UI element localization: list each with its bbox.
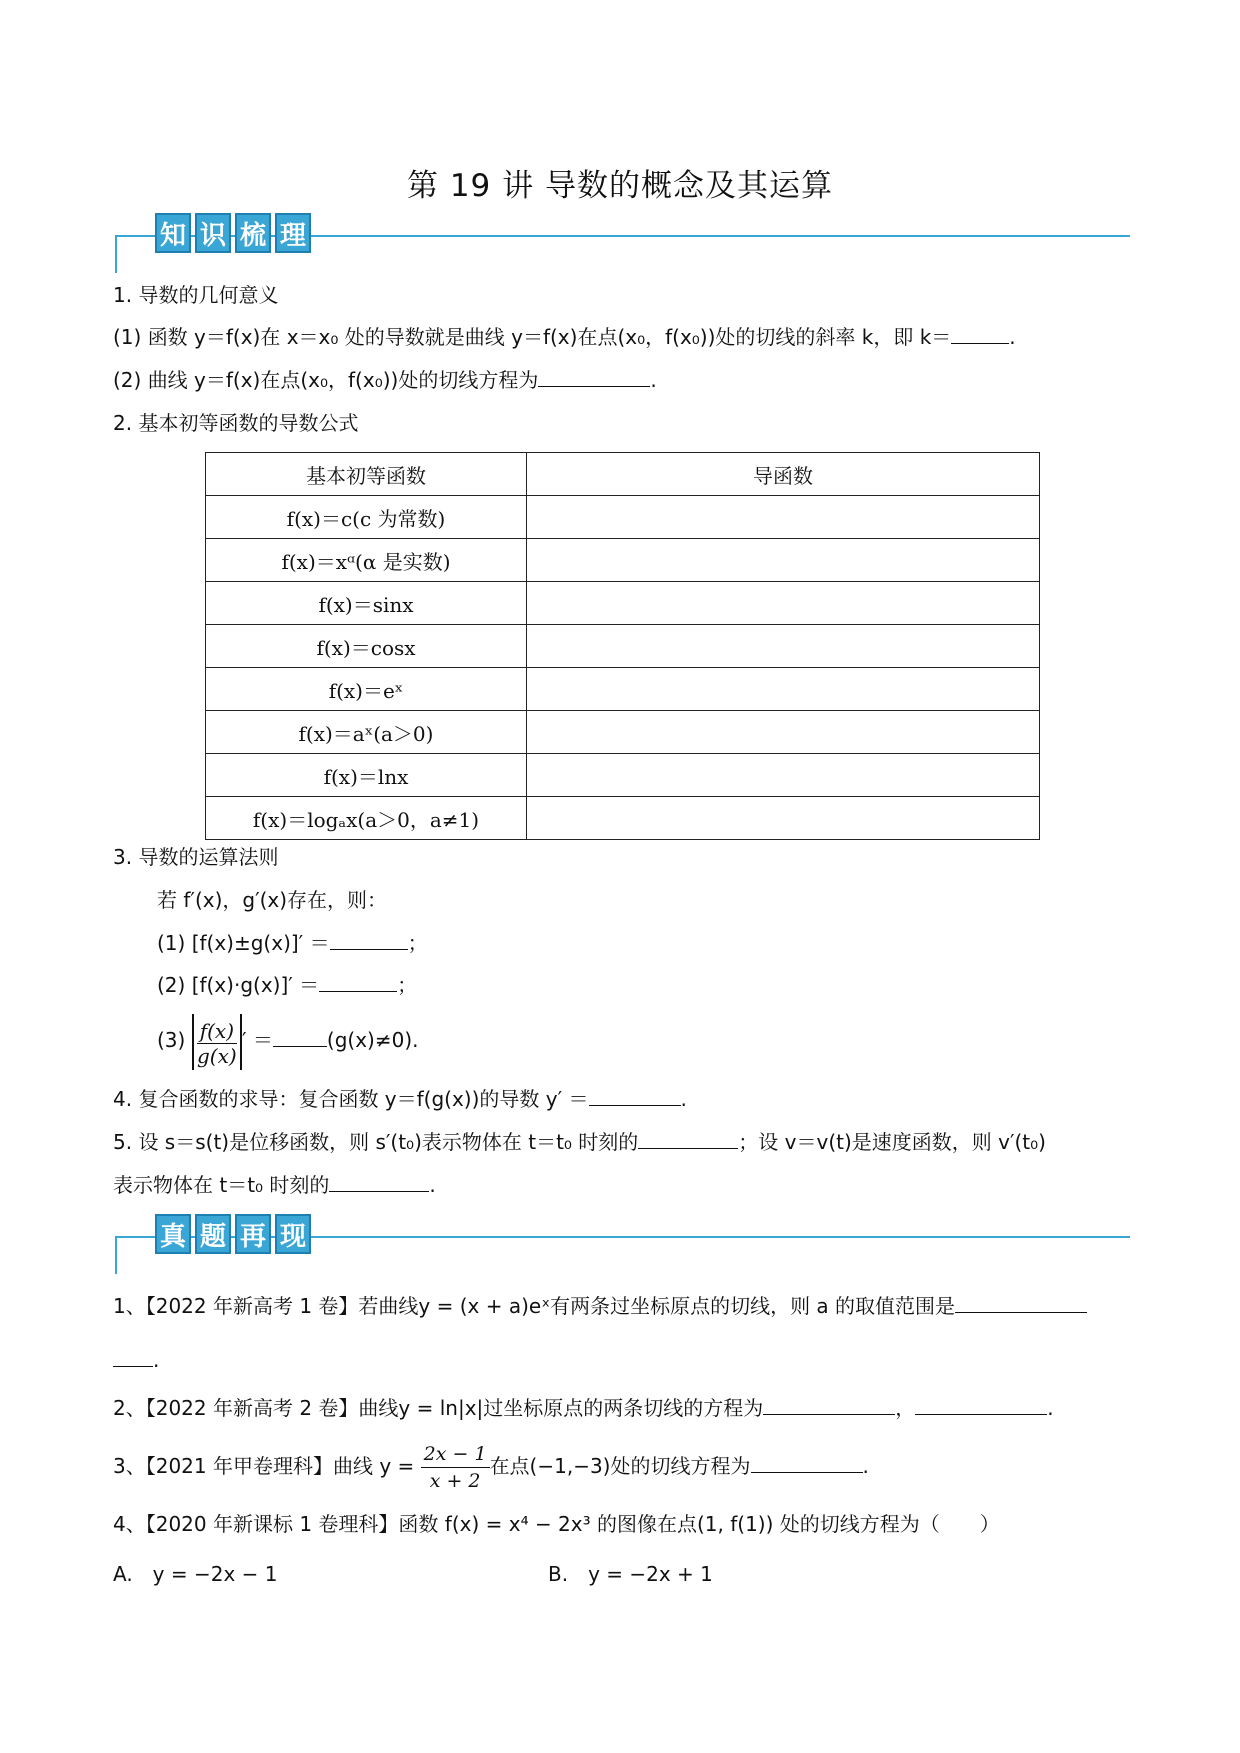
punct: . <box>1047 1396 1054 1420</box>
section-5-line-1 <box>113 1128 1046 1156</box>
function-cell: f(x)＝aˣ(a＞0) <box>206 711 527 754</box>
punct: ； <box>397 973 418 997</box>
quotient-fraction <box>197 1019 237 1068</box>
function-cell: f(x)＝lnx <box>206 754 527 797</box>
problem-text: 1、【2022 年新高考 1 卷】若曲线y = (x + a)eˣ有两条过坐标原点的切线，则 a 的取值范围是 <box>113 1294 956 1318</box>
problem-text: 3、【2021 年甲卷理科】曲线 y = <box>113 1454 415 1478</box>
problem-3-fraction <box>421 1441 490 1494</box>
punct: ， <box>895 1396 916 1420</box>
section-4-text: 4. 复合函数的求导：复合函数 y＝f(g(x))的导数 y′ ＝ <box>113 1087 589 1111</box>
section-3-heading: 3. 导数的运算法则 <box>113 845 279 869</box>
derivative-cell[interactable] <box>527 539 1040 582</box>
banner-char: 题 <box>195 1214 231 1254</box>
section-4 <box>113 1085 687 1113</box>
banner-char: 理 <box>275 213 311 253</box>
answer-blank[interactable] <box>538 366 650 387</box>
table-header-function: 基本初等函数 <box>206 453 527 496</box>
derivative-cell[interactable] <box>527 668 1040 711</box>
section-5-text: 表示物体在 t＝t₀ 时刻的 <box>113 1173 330 1197</box>
banner-rule-vertical <box>115 235 117 273</box>
problem-2 <box>113 1394 1054 1422</box>
rule-text: (1) [f(x)±g(x)]′ ＝ <box>157 931 330 955</box>
table-row <box>206 582 1040 625</box>
section-3-intro: 若 f′(x)，g′(x)存在，则： <box>157 888 388 912</box>
problem-1-continued <box>113 1346 159 1374</box>
answer-blank[interactable] <box>751 1452 863 1473</box>
section-5-text: 5. 设 s＝s(t)是位移函数，则 s′(t₀)表示物体在 t＝t₀ 时刻的 <box>113 1130 639 1154</box>
function-cell: f(x)＝cosx <box>206 625 527 668</box>
derivative-cell[interactable] <box>527 625 1040 668</box>
punct: . <box>862 1454 869 1478</box>
punct: . <box>153 1348 160 1372</box>
rule-quotient <box>157 1012 419 1070</box>
page-title: 第 19 讲 导数的概念及其运算 <box>406 168 833 204</box>
function-cell: f(x)＝logₐx(a＞0，a≠1) <box>206 797 527 840</box>
section-banner-knowledge <box>115 213 1130 273</box>
condition: (g(x)≠0). <box>326 1028 419 1052</box>
derivative-cell[interactable] <box>527 582 1040 625</box>
answer-blank[interactable] <box>330 929 408 950</box>
answer-blank[interactable] <box>638 1128 738 1149</box>
banner-char: 现 <box>275 1214 311 1254</box>
prime-equals: ′ ＝ <box>242 1028 273 1052</box>
table-row <box>206 797 1040 840</box>
banner-char: 再 <box>235 1214 271 1254</box>
answer-blank[interactable] <box>589 1085 681 1106</box>
fraction-numerator: f(x) <box>197 1019 237 1044</box>
section-1-item-1 <box>113 323 1016 351</box>
punct: . <box>429 1173 436 1197</box>
table-row <box>206 496 1040 539</box>
fraction-numerator: 2x − 1 <box>421 1441 490 1468</box>
item-text: (2) 曲线 y＝f(x)在点(x₀，f(x₀))处的切线方程为 <box>113 368 539 392</box>
banner-char: 知 <box>155 213 191 253</box>
rule-label: (3) <box>157 1028 186 1052</box>
problem-text: 在点(−1,−3)处的切线方程为 <box>489 1454 751 1478</box>
table-row <box>206 539 1040 582</box>
problem-3 <box>113 1436 869 1496</box>
punct: . <box>680 1087 687 1111</box>
table-row <box>206 625 1040 668</box>
answer-blank[interactable] <box>329 1171 429 1192</box>
answer-blank[interactable] <box>951 323 1009 344</box>
derivative-cell[interactable] <box>527 711 1040 754</box>
function-cell: f(x)＝eˣ <box>206 668 527 711</box>
function-cell: f(x)＝sinx <box>206 582 527 625</box>
rule-text: (2) [f(x)·g(x)]′ ＝ <box>157 973 320 997</box>
problem-1 <box>113 1292 1087 1320</box>
table-header-derivative: 导函数 <box>527 453 1040 496</box>
fraction-denominator: x + 2 <box>429 1470 481 1492</box>
answer-blank[interactable] <box>113 1346 153 1367</box>
derivative-cell[interactable] <box>527 754 1040 797</box>
answer-blank[interactable] <box>273 1026 327 1047</box>
option-b[interactable]: B. y = −2x + 1 <box>548 1562 713 1586</box>
item-text: (1) 函数 y＝f(x)在 x＝x₀ 处的导数就是曲线 y＝f(x)在点(x₀，f(x₀))处的切线的斜率 k，即 k＝ <box>113 325 952 349</box>
answer-blank[interactable] <box>763 1394 895 1415</box>
section-banner-exam <box>115 1214 1130 1274</box>
banner-char: 真 <box>155 1214 191 1254</box>
quotient-bracket <box>192 1014 242 1070</box>
section-2-heading: 2. 基本初等函数的导数公式 <box>113 411 359 435</box>
function-cell: f(x)＝c(c 为常数) <box>206 496 527 539</box>
section-5-text: ；设 v＝v(t)是速度函数，则 v′(t₀) <box>738 1130 1046 1154</box>
answer-blank[interactable] <box>319 971 397 992</box>
punct: . <box>1009 325 1016 349</box>
table-header-row <box>206 453 1040 496</box>
section-1-heading: 1. 导数的几何意义 <box>113 283 279 307</box>
punct: . <box>650 368 657 392</box>
section-1-item-2 <box>113 366 657 394</box>
fraction-denominator: g(x) <box>197 1043 237 1068</box>
rule-sum <box>157 929 428 957</box>
rule-product <box>157 971 417 999</box>
derivative-formula-table <box>205 452 1040 840</box>
punct: ； <box>407 931 428 955</box>
section-5-line-2 <box>113 1171 436 1199</box>
table-row <box>206 754 1040 797</box>
table-row <box>206 711 1040 754</box>
derivative-cell[interactable] <box>527 797 1040 840</box>
function-cell: f(x)＝xᵅ(α 是实数) <box>206 539 527 582</box>
derivative-cell[interactable] <box>527 496 1040 539</box>
problem-4: 4、【2020 年新课标 1 卷理科】函数 f(x) = x⁴ − 2x³ 的图像在点(1, f(1)) 处的切线方程为（ ） <box>113 1512 1000 1536</box>
banner-rule-vertical <box>115 1236 117 1274</box>
banner-char: 梳 <box>235 213 271 253</box>
table-row <box>206 668 1040 711</box>
banner-char: 识 <box>195 213 231 253</box>
option-a[interactable]: A. y = −2x − 1 <box>113 1562 278 1586</box>
answer-blank[interactable] <box>915 1394 1047 1415</box>
problem-text: 2、【2022 年新高考 2 卷】曲线y = ln|x|过坐标原点的两条切线的方程为 <box>113 1396 764 1420</box>
answer-blank[interactable] <box>955 1292 1087 1313</box>
